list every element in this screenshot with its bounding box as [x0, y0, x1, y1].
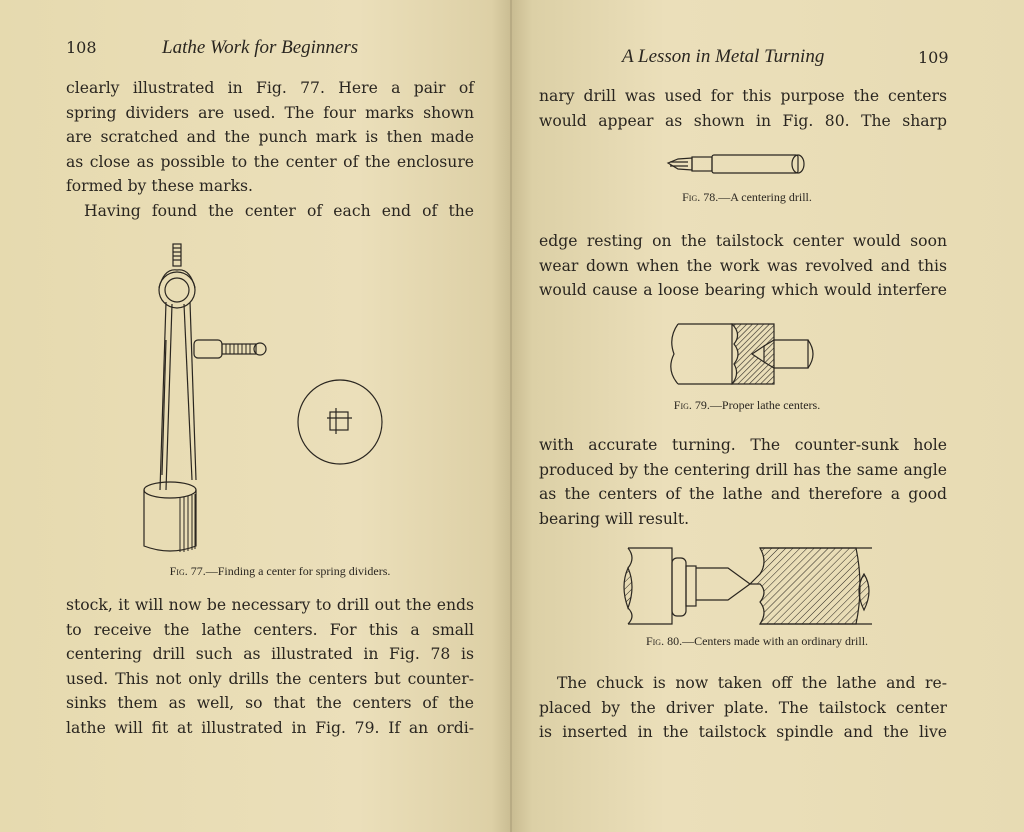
fig80-caption — [572, 634, 942, 649]
right-page-number: 109 — [918, 48, 949, 67]
left-page-number: 108 — [66, 38, 97, 57]
fig77-number: Fig. 77. — [169, 564, 206, 578]
text-line: wear down when the work was revolved and this — [539, 256, 947, 275]
left-running-head — [66, 38, 386, 58]
fig78-centering-drill-illustration — [662, 150, 812, 180]
text-line: stock, it will now be necessary to drill out the ends — [66, 596, 474, 614]
text-line: centering drill such as illustrated in Fig. 78 is — [66, 645, 474, 664]
text-line: formed by these marks. — [66, 177, 253, 196]
text-line: The chuck is now taken off the lathe and re- — [557, 674, 947, 692]
text-line: as the centers of the lathe and therefore a good — [539, 485, 947, 504]
fig79-proper-centers-illustration — [662, 318, 832, 390]
text-line: sinks them as well, so that the centers of the — [66, 694, 474, 713]
text-line: spring dividers are used. The four marks shown — [66, 103, 474, 122]
text-line: lathe will fit at illustrated in Fig. 79. If an ordi- — [66, 718, 474, 737]
fig80-number: Fig. 80. — [645, 634, 683, 648]
text-line: nary drill was used for this purpose the centers — [539, 87, 947, 105]
text-line: produced by the centering drill has the same angle — [539, 460, 947, 479]
text-line: with accurate turning. The counter-sunk hole — [539, 436, 947, 454]
fig78-caption — [572, 190, 922, 205]
fig80-text: —Centers made with an ordinary drill. — [682, 634, 869, 648]
right-running-title: A Lesson in Metal Turning — [622, 46, 825, 67]
right-paragraph-4 — [539, 671, 947, 745]
text-line: would cause a loose bearing which would interfere — [539, 281, 947, 300]
right-paragraph-3 — [539, 433, 947, 531]
text-line: bearing will result. — [539, 509, 690, 528]
left-paragraph-3 — [66, 593, 474, 741]
fig78-number: Fig. 78. — [682, 190, 719, 204]
text-line: as close as possible to the center of the enclosure — [66, 152, 474, 171]
text-line: placed by the driver plate. The tailstock center — [539, 698, 947, 717]
text-line: are scratched and the punch mark is then made — [66, 128, 474, 147]
left-running-title: Lathe Work for Beginners — [162, 37, 359, 58]
fig79-number: Fig. 79. — [673, 398, 710, 412]
text-line: would appear as shown in Fig. 80. The sharp — [539, 111, 947, 130]
fig79-caption — [572, 398, 922, 413]
fig80-ordinary-drill-centers-illustration — [620, 544, 880, 628]
right-paragraph-2 — [539, 229, 947, 303]
text-line: is inserted in the tailstock spindle and the live — [539, 723, 947, 742]
fig78-text: —A centering drill. — [718, 190, 812, 204]
fig79-text: —Proper lathe centers. — [709, 398, 821, 412]
right-page — [512, 0, 1024, 832]
text-line: used. This not only drills the centers but counter- — [66, 669, 474, 688]
text-line: edge resting on the tailstock center would soon — [539, 232, 947, 250]
text-line: Having found the center of each end of the — [84, 201, 474, 220]
fig77-text: —Finding a center for spring dividers. — [205, 564, 391, 578]
fig77-caption — [80, 564, 480, 579]
text-line: clearly illustrated in Fig. 77. Here a pair of — [66, 79, 474, 97]
left-paragraph-1 — [66, 76, 474, 224]
text-line: to receive the lathe centers. For this a small — [66, 620, 474, 639]
right-paragraph-1 — [539, 84, 947, 133]
fig77-spring-dividers-illustration — [130, 240, 410, 560]
